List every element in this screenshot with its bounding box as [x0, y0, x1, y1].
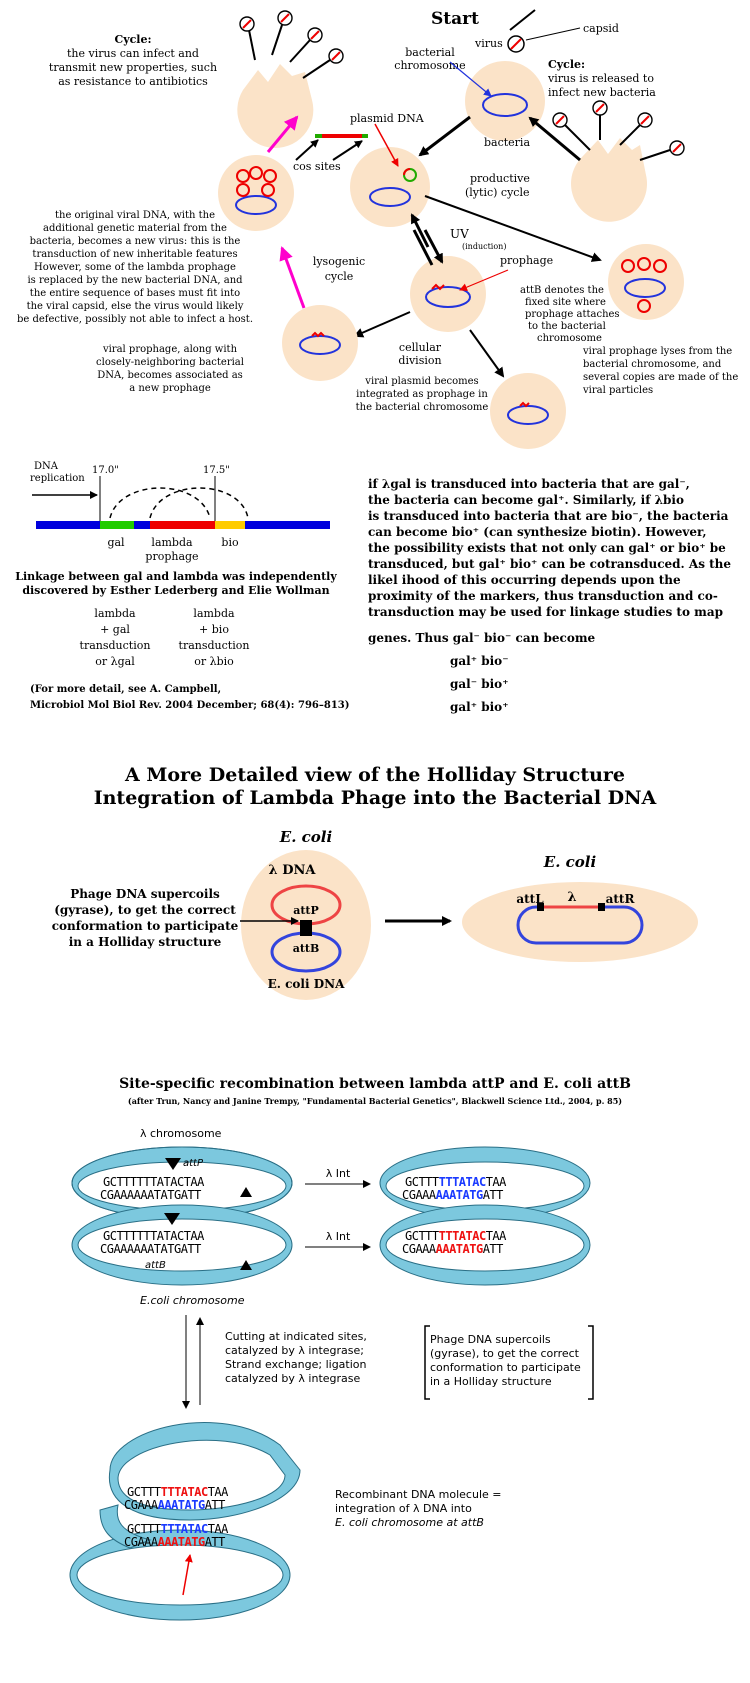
ecoli-chromosome-label: E.coli chromosome: [140, 1294, 245, 1307]
orig-4: transduction of new inheritable features: [32, 249, 238, 260]
viral-pro-2: closely-neighboring bacterial: [96, 357, 244, 368]
bacterial-chromosome-label-2: chromosome: [394, 59, 466, 72]
lyses-3: several copies are made of the: [583, 372, 739, 383]
recomb-title: Site-specific recombination between lambda attP and E. coli attB: [119, 1076, 631, 1092]
orig-3: bacteria, becomes a new virus: this is the: [29, 236, 241, 247]
cut-1: Cutting at indicated sites,: [225, 1330, 367, 1343]
plasmid-int-3: the bacterial chromosome: [355, 402, 489, 413]
r2-bot-b: AAATATG: [435, 1242, 483, 1256]
orig-9: be defective, possibly not able to infect a host.: [16, 314, 254, 325]
attb-note-4: to the bacterial: [528, 321, 606, 332]
orig-2: additional genetic material from the: [43, 223, 227, 234]
recombination-section: [70, 1076, 631, 1620]
f-top2-b: TTTATAC: [160, 1522, 208, 1536]
bacterial-chromosome-label-1: bacterial: [405, 46, 455, 59]
ref-2: Microbiol Mol Biol Rev. 2004 December; 68(4): 796–813): [30, 700, 350, 711]
bacteria-label: bacteria: [483, 136, 531, 149]
svg-text:GCTTTTTTATACTAA: [405, 1175, 507, 1189]
cos-arrow-2: [333, 141, 362, 160]
orig-7: the entire sequence of bases must fit into: [29, 288, 241, 299]
lysogenic-label-2: cycle: [324, 270, 354, 283]
linkage-caption-2: discovered by Esther Lederberg and Elie Wollman: [22, 584, 330, 597]
lyses-2: bacterial chromosome, and: [583, 359, 722, 370]
attr-marker: [598, 903, 605, 911]
viral-pro-4: a new prophage: [129, 383, 211, 394]
attr-label: attR: [605, 892, 635, 906]
dna-replication-2: replication: [30, 473, 85, 484]
cycle-release-3: infect new bacteria: [548, 86, 656, 99]
r1-bot-a: CGAAA: [402, 1188, 436, 1202]
bacterium-infected: [350, 147, 430, 227]
viral-pro-1: viral prophage, along with: [102, 344, 238, 355]
seqB-bot: CGAAAAAATATGATT: [100, 1242, 201, 1256]
attl-label: attL: [516, 892, 544, 906]
r1-bot-c: ATT: [482, 1188, 503, 1202]
col2-2: + bio: [199, 623, 229, 636]
seqP-top: GCTTTTTTATACTAA: [103, 1175, 204, 1189]
attp-italic: attP: [183, 1158, 203, 1169]
lambda-label-2: prophage: [145, 550, 199, 563]
division-arrow: [470, 330, 503, 376]
supercoil-4: in a Holliday structure: [68, 935, 222, 949]
svg-text:GCTTTTTTATACTAA: [127, 1485, 229, 1499]
col1-1: lambda: [94, 607, 136, 620]
f-bot1-b: AAATATG: [157, 1498, 205, 1512]
col1-2: + gal: [100, 623, 130, 636]
svg-text:CGAAAAAATATGATT: [124, 1498, 225, 1512]
trans-r2: gal⁻ bio⁺: [450, 677, 509, 691]
linkage-map: [15, 461, 349, 711]
f-top2-a: GCTTT: [127, 1522, 161, 1536]
trans-l5: the possibility exists that not only can gal⁺ or bio⁺ be: [368, 541, 726, 555]
bracket-right: [588, 1326, 593, 1399]
lyses-1: viral prophage lyses from the: [583, 346, 733, 357]
svg-text:CGAAAAAATATGATT: [124, 1535, 225, 1549]
attb-note-3: prophage attaches: [525, 309, 620, 320]
plasmid-int-2: integrated as prophage in: [356, 389, 488, 400]
rec-3: E. coli chromosome at attB: [335, 1516, 484, 1529]
crossover-arc-2: [150, 488, 248, 518]
virus-label: virus: [475, 37, 503, 50]
trans-l3: is transduced into bacteria that are bio⁻, the bacteria: [368, 509, 729, 523]
cos-sites-label: cos sites: [293, 160, 341, 173]
r1-top-b: TTTATAC: [438, 1175, 486, 1189]
cycle-transmit-2: the virus can infect and: [67, 47, 199, 60]
cellular-label-2: division: [398, 354, 442, 367]
cellular-label-1: cellular: [398, 341, 442, 354]
cycle-release-1: Cycle:: [548, 58, 586, 71]
bacterium-daughter: [490, 373, 566, 449]
holliday-junction: [300, 920, 312, 936]
plasmid-int-1: viral plasmid becomes: [365, 376, 479, 387]
life-cycle-diagram: [17, 9, 738, 449]
box-4: in a Holliday structure: [430, 1375, 552, 1388]
lysogenic-arrow: [282, 248, 304, 308]
bio-label: bio: [221, 536, 239, 549]
trans-l9: transduction may be used for linkage studies to map: [368, 605, 723, 619]
attb-note-1: attB denotes the: [520, 285, 604, 296]
orig-8: the viral capsid, else the virus would likely: [26, 301, 244, 312]
col2-4: or λbio: [194, 655, 234, 668]
induction-label: (induction): [462, 242, 507, 251]
start-label: Start: [431, 9, 479, 29]
cycle-release-2: virus is released to: [548, 72, 654, 85]
r2-bot-a: CGAAA: [402, 1242, 436, 1256]
productive-label-2: (lytic) cycle: [465, 186, 530, 199]
bacterium-viruses-assembling: [218, 155, 294, 231]
supercoil-1: Phage DNA supercoils: [70, 887, 220, 901]
r2-bot-c: ATT: [482, 1242, 503, 1256]
ref-1: (For more detail, see A. Campbell,: [30, 684, 222, 695]
int-label-1: λ Int: [325, 1167, 351, 1180]
col2-3: transduction: [178, 639, 250, 652]
col1-4: or λgal: [95, 655, 135, 668]
seqB-top: GCTTTTTTATACTAA: [103, 1229, 204, 1243]
recomb-subtitle: (after Trun, Nancy and Janine Trempy, "Fundamental Bacterial Genetics", Blackwell Science Ltd., 2004, p. 85): [127, 1096, 623, 1106]
crossover-arc-1: [110, 488, 210, 518]
rec-1: Recombinant DNA molecule =: [335, 1488, 502, 1501]
attb-italic: attB: [145, 1260, 166, 1271]
trans-l2: the bacteria can become gal⁺. Similarly, if λbio: [368, 493, 684, 507]
lambda-chromosome-label: λ chromosome: [140, 1127, 222, 1140]
svg-text:GCTTTTTTATACTAA: [405, 1229, 507, 1243]
svg-text:CGAAAAAATATGATT: [402, 1188, 503, 1202]
bacterium-lower-left: [282, 305, 358, 381]
r2-top-c: TAA: [485, 1229, 506, 1243]
supercoil-2: (gyrase), to get the correct: [54, 903, 236, 917]
lyses-4: viral particles: [583, 385, 654, 396]
prophage-label: prophage: [500, 254, 554, 267]
rec-2: integration of λ DNA into: [335, 1502, 472, 1515]
int-label-2: λ Int: [325, 1230, 351, 1243]
col2-1: lambda: [193, 607, 235, 620]
trans-l8: proximity of the markers, thus transduction and co-: [368, 589, 718, 603]
trans-r3: gal⁺ bio⁺: [450, 700, 509, 714]
transduction-paragraph: [368, 477, 731, 714]
plasmid-dna-label: plasmid DNA: [350, 112, 424, 125]
cycle-transmit-4: as resistance to antibiotics: [58, 75, 208, 88]
box-2: (gyrase), to get the correct: [430, 1347, 579, 1360]
f-bot1-a: CGAAA: [124, 1498, 158, 1512]
orig-6: is replaced by the new bacterial DNA, and: [27, 275, 243, 286]
ecoli-dna-label: E. coli DNA: [267, 977, 345, 991]
supercoil-3: conformation to participate: [51, 919, 239, 933]
position-17-0: 17.0": [92, 465, 119, 476]
trans-l7: likel ihood of this occurring depends upon the: [368, 573, 681, 587]
col1-3: transduction: [79, 639, 151, 652]
box-1: Phage DNA supercoils: [430, 1333, 551, 1346]
orig-5: However, some of the lambda prophage: [34, 262, 236, 273]
cut-3: Strand exchange; ligation: [225, 1358, 367, 1371]
bio-segment: [215, 521, 245, 529]
orig-1: the original viral DNA, with the: [54, 210, 216, 221]
f-bot1-c: ATT: [204, 1498, 225, 1512]
holliday-title-1: A More Detailed view of the Holliday Structure: [124, 764, 626, 786]
trans-r1: gal⁺ bio⁻: [450, 654, 509, 668]
holliday-title-2: Integration of Lambda Phage into the Bacterial DNA: [93, 787, 657, 809]
bacterium-prophage: [410, 256, 486, 332]
cycle-transmit-1: Cycle:: [114, 33, 152, 46]
trans-l1: if λgal is transduced into bacteria that are gal⁻,: [368, 477, 690, 491]
box-3: conformation to participate: [430, 1361, 581, 1374]
lambda-dna-label: λ DNA: [268, 863, 316, 878]
r1-top-a: GCTTT: [405, 1175, 439, 1189]
lambda-label-1: lambda: [151, 536, 193, 549]
gal-label: gal: [107, 536, 125, 549]
attb-label: attB: [292, 942, 320, 955]
dna-replication-1: DNA: [34, 461, 58, 472]
linkage-caption-1: Linkage between gal and lambda was independently: [15, 570, 337, 583]
r1-top-c: TAA: [485, 1175, 506, 1189]
f-top2-c: TAA: [207, 1522, 228, 1536]
uv-label: UV: [450, 227, 469, 241]
lambda-segment: [150, 521, 215, 529]
division-arrow-left: [355, 312, 410, 336]
lysed-bacterium-right: [553, 101, 684, 222]
seqP-bot: CGAAAAAATATGATT: [100, 1188, 201, 1202]
f-bot2-b: AAATATG: [157, 1535, 205, 1549]
svg-text:GCTTTTTTATACTAA: [127, 1522, 229, 1536]
cycle-transmit-3: transmit new properties, such: [48, 61, 218, 74]
attb-note-5: chromosome: [537, 333, 602, 344]
bacterium-start: [465, 61, 545, 141]
trans-l4: can become bio⁺ (can synthesize biotin). However,: [368, 525, 707, 539]
r1-bot-b: AAATATG: [435, 1188, 483, 1202]
cos-arrow-1: [296, 140, 318, 160]
svg-text:CGAAAAAATATGATT: [402, 1242, 503, 1256]
lambda-symbol: λ: [567, 890, 577, 905]
attp-label: attP: [293, 904, 319, 917]
lysogenic-label-1: lysogenic: [312, 255, 366, 268]
f-top1-b: TTTATAC: [160, 1485, 208, 1499]
ecoli-label-right: E. coli: [543, 853, 597, 871]
r2-top-a: GCTTT: [405, 1229, 439, 1243]
holliday-section: [52, 764, 698, 1000]
attb-note-2: fixed site where: [525, 297, 606, 308]
trans-l10: genes. Thus gal⁻ bio⁻ can become: [368, 631, 596, 645]
gal-segment: [100, 521, 134, 529]
f-top1-c: TAA: [207, 1485, 228, 1499]
virus-icon: [508, 10, 535, 52]
capsid-pointer: [526, 28, 580, 40]
cut-2: catalyzed by λ integrase;: [225, 1344, 364, 1357]
position-17-5: 17.5": [203, 465, 230, 476]
productive-label-1: productive: [470, 172, 530, 185]
infect-arrow: [420, 117, 470, 155]
trans-l6: transduced, but gal⁺ bio⁺ can be cotransduced. As the: [368, 557, 732, 571]
ecoli-cell-right: [462, 882, 698, 962]
capsid-label: capsid: [583, 22, 619, 35]
r2-top-b: TTTATAC: [438, 1229, 486, 1243]
ecoli-label-left: E. coli: [279, 828, 333, 846]
viral-pro-3: DNA, becomes associated as: [97, 370, 243, 381]
f-bot2-c: ATT: [204, 1535, 225, 1549]
f-top1-a: GCTTT: [127, 1485, 161, 1499]
bacterium-viral-copies: [608, 244, 684, 320]
cut-4: catalyzed by λ integrase: [225, 1372, 361, 1385]
f-bot2-a: CGAAA: [124, 1535, 158, 1549]
